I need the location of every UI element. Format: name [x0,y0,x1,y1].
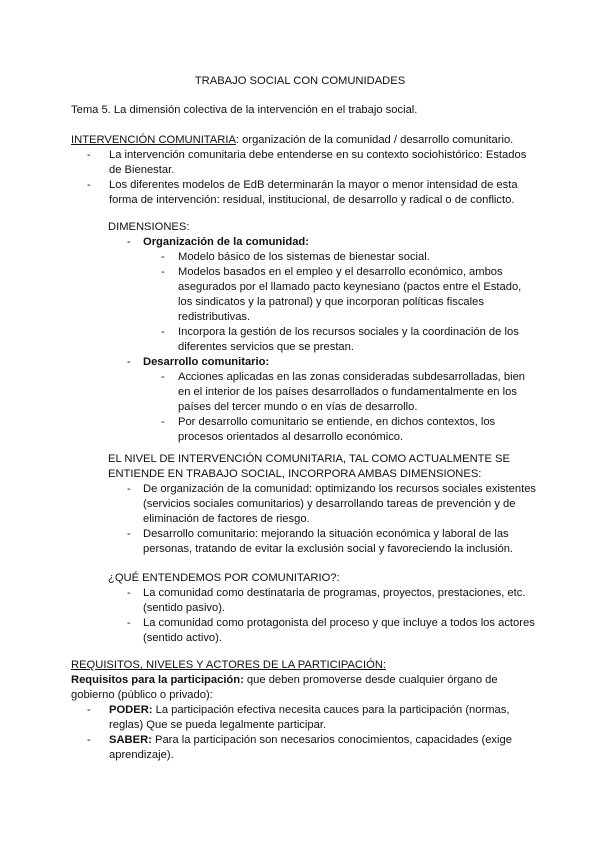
intervencion-list [87,148,541,208]
requisitos-intro [71,673,541,703]
comunitario-section [108,571,538,646]
requisito-poder [87,703,541,733]
desarrollo-sublist [161,370,538,445]
intervencion-section [71,133,541,208]
requisitos-section [71,658,541,763]
requisitos-heading: REQUISITOS, NIVELES Y ACTORES DE LA PARTICIPACIÓN: [71,659,387,671]
list-item: - Los diferentes modelos de EdB determinarán la mayor o menor intensidad de esta forma de intervención: residual, institucional, de desarrollo y radical o de conflicto. [87,178,541,208]
nivel-heading: EL NIVEL DE INTERVENCIÓN COMUNITARIA, TAL COMO ACTUALMENTE SE ENTIENDE EN TRABAJO SOCIAL, INCORPORA AMBAS DIMENSIONES: [108,453,510,480]
list-item: - La comunidad como protagonista del proceso y que incluye a todos los actores (sentido activo). [127,616,538,646]
list-item: - Por desarrollo comunitario se entiende, en dichos contextos, los procesos orientados al desarrollo económico. [161,415,538,445]
intervencion-heading: INTERVENCIÓN COMUNITARIA [71,134,236,146]
dimension-organizacion-title: Organización de la comunidad: [143,236,309,248]
list-item: - Modelo básico de los sistemas de bienestar social. [161,250,538,265]
list-item: - Modelos basados en el empleo y el desarrollo económico, ambos asegurados por el llamado pacto keynesiano (pactos entre el Estado, los sindicatos y la patronal) y que incorporan políticas fiscales redistributivas. [161,265,538,325]
intervencion-heading-line [71,133,541,148]
list-item: - La comunidad como destinataria de programas, proyectos, prestaciones, etc. (sentido pasivo). [127,586,538,616]
requisitos-intro-rest: que deben promoverse desde cualquier órgano de gobierno (público o privado): [71,674,498,701]
document-title: TRABAJO SOCIAL CON COMUNIDADES [194,75,406,87]
comunitario-heading: ¿QUÉ ENTENDEMOS POR COMUNITARIO?: [108,572,340,584]
dimension-desarrollo [127,355,538,445]
list-item: - Incorpora la gestión de los recursos sociales y la coordinación de los diferentes servicios que se prestan. [161,325,538,355]
list-item: - De organización de la comunidad: optimizando los recursos sociales existentes (servicios sociales comunitarios) y desarrollando tareas de prevención y de eliminación de factores de riesgo. [127,482,538,527]
dimensiones-list [127,235,538,445]
list-item: - Desarrollo comunitario: mejorando la situación económica y laboral de las personas, tratando de evitar la exclusión social y favoreciendo la inclusión. [127,527,538,557]
intervencion-heading-rest: : organización de la comunidad / desarrollo comunitario. [235,134,514,146]
theme-line: Tema 5. La dimensión colectiva de la intervención en el trabajo social. [71,104,418,116]
nivel-list [127,482,538,557]
dimensiones-heading: DIMENSIONES: [108,221,190,233]
comunitario-list [127,586,538,646]
requisito-saber [87,733,541,763]
list-item: - La intervención comunitaria debe entenderse en su contexto sociohistórico: Estados de Bienestar. [87,148,541,178]
requisitos-list [87,703,541,763]
requisito-text: La participación efectiva necesita cauces para la participación (normas, reglas) Que se pueda legalmente participar. [109,704,510,731]
requisito-label: SABER: [109,734,152,746]
organizacion-sublist [161,250,538,355]
nivel-section [108,452,538,557]
dimension-desarrollo-title: Desarrollo comunitario: [143,356,270,368]
requisitos-intro-bold: Requisitos para la participación: [71,674,244,686]
dimensiones-section [108,220,538,445]
list-item: - Acciones aplicadas en las zonas consideradas subdesarrolladas, bien en el interior de los países desarrollados o fundamentalmente en los países del tercer mundo o en vías de desarrollo. [161,370,538,415]
requisito-text: Para la participación son necesarios conocimientos, capacidades (exige aprendizaje). [109,734,512,761]
requisito-label: PODER: [109,704,153,716]
dimension-organizacion [127,235,538,355]
